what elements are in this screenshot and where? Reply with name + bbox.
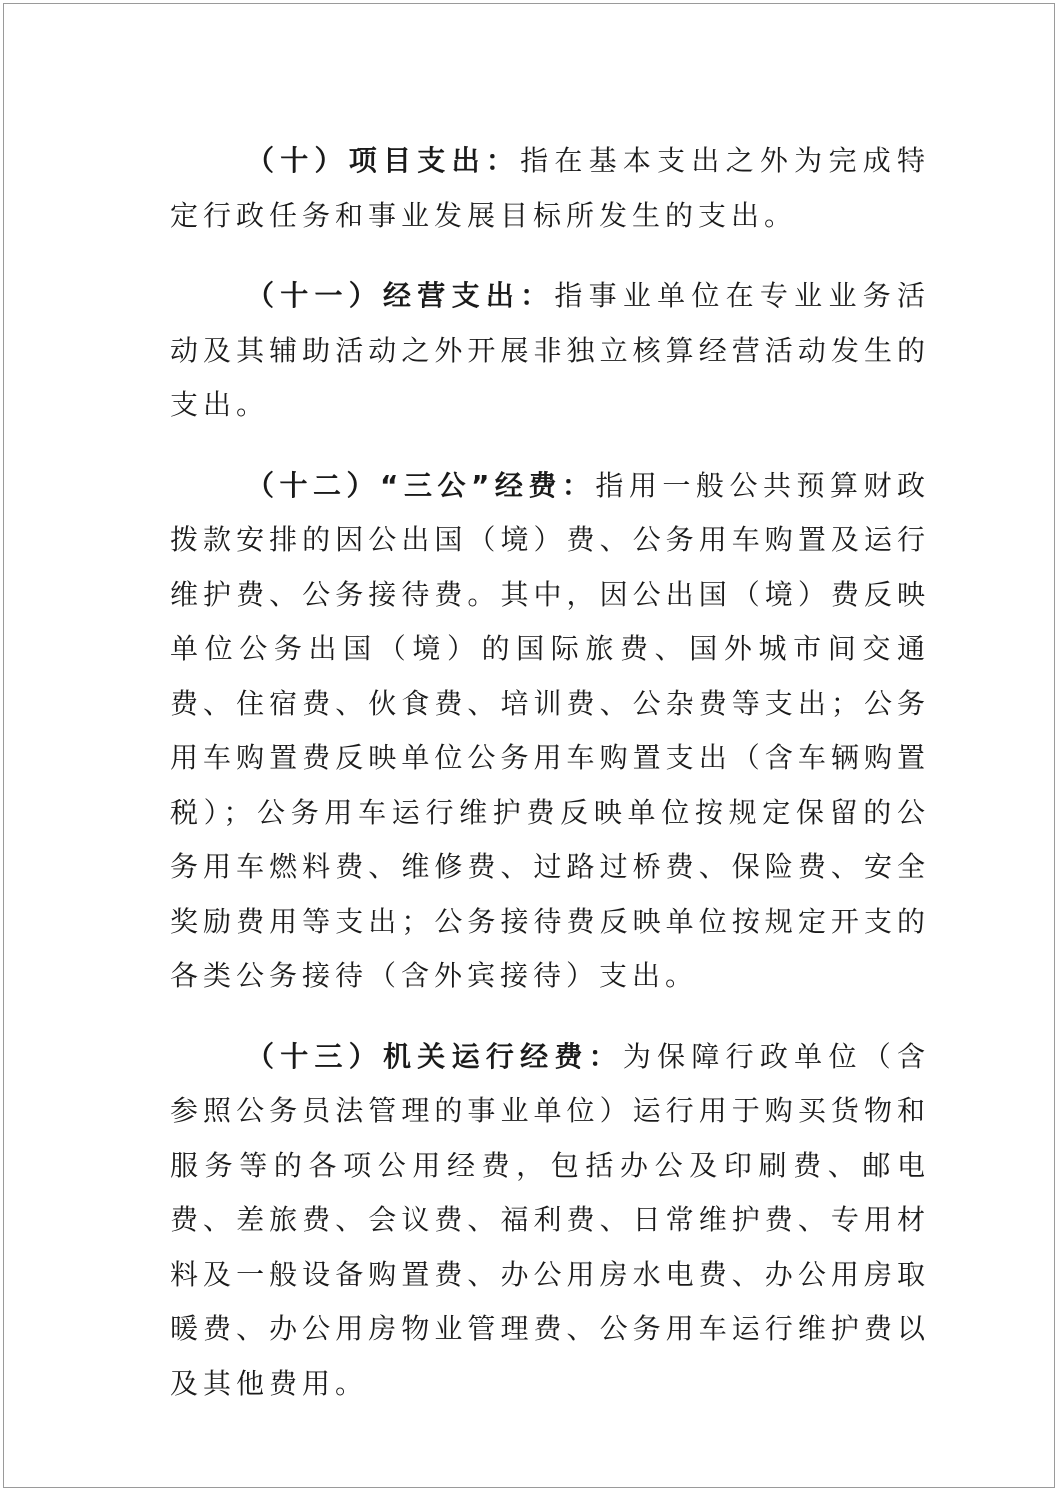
paragraph-agency-operating-funds xyxy=(170,1030,930,1412)
heading-colon: ： xyxy=(561,468,596,502)
heading-colon: ： xyxy=(520,279,555,312)
document-page xyxy=(3,3,1055,1488)
paragraph-heading: （十）项目支出 xyxy=(246,144,486,177)
paragraph-project-expenditure xyxy=(170,134,930,243)
heading-colon: ： xyxy=(588,1039,623,1073)
paragraph-heading: （十三）机关运行经费 xyxy=(246,1039,589,1073)
paragraph-text: 为保障行政单位（含参照公务员法管理的事业单位）运行用于购买货物和服务等的各项公用经费，包括办公及印刷费、邮电费、差旅费、会议费、福利费、日常维护费、专用材料及一般设备购置费、办公用房水电费、办公用房取暖费、办公用房物业管理费、公务用车运行维护费以及其他费用。 xyxy=(170,1039,930,1400)
paragraph-heading: （十二）“三公”经费 xyxy=(246,468,562,502)
paragraph-three-public-expenses xyxy=(170,459,930,1004)
paragraph-text: 指用一般公共预算财政拨款安排的因公出国（境）费、公务用车购置及运行维护费、公务接待费。其中，因公出国（境）费反映单位公务出国（境）的国际旅费、国外城市间交通费、住宿费、伙食费、培训费、公杂费等支出；公务用车购置费反映单位公务用车购置支出（含车辆购置税）；公务用车运行维护费反映单位按规定保留的公务用车燃料费、维修费、过路过桥费、保险费、安全奖励费用等支出；公务接待费反映单位按规定开支的各类公务接待（含外宾接待）支出。 xyxy=(170,468,930,992)
heading-colon: ： xyxy=(485,144,521,177)
paragraph-heading: （十一）经营支出 xyxy=(246,279,521,312)
paragraph-text: 指在基本支出之外为完成特定行政任务和事业发展目标所发生的支出。 xyxy=(170,144,930,232)
paragraph-operating-expenditure xyxy=(170,269,930,433)
document-body xyxy=(170,134,930,1437)
paragraph-text: 指事业单位在专业业务活动及其辅助活动之外开展非独立核算经营活动发生的支出。 xyxy=(170,279,930,421)
